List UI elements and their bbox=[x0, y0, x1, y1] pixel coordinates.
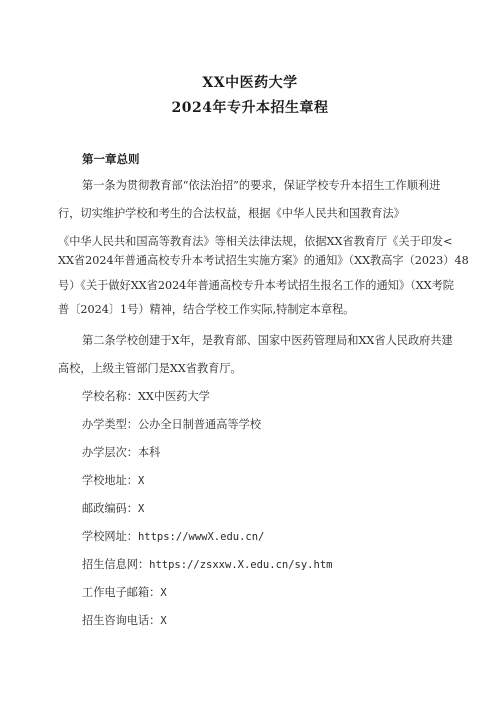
article1-line-6: 普〔2024〕1号）精神，结合学校工作实际,特制定本章程。 bbox=[58, 303, 355, 316]
info-postcode-value: X bbox=[137, 503, 145, 515]
info-admission-site-label: 招生信息网： bbox=[82, 558, 150, 571]
info-email-value: X bbox=[160, 587, 167, 599]
info-phone bbox=[82, 614, 167, 628]
article2-line-2: 高校，上级主管部门是XX省教育厅。 bbox=[58, 362, 242, 375]
info-school-level bbox=[82, 446, 160, 460]
document-title-charter: 2024年专升本招生章程 bbox=[171, 100, 329, 116]
article1-line-1: 第一条为贯彻教育部“依法治招”的要求，保证学校专升本招生工作顺利进 bbox=[82, 179, 441, 192]
info-phone-value: X bbox=[160, 615, 167, 627]
article1-line-2: 行，切实维护学校和考生的合法权益，根据《中华人民共和国教育法》 bbox=[58, 207, 405, 220]
info-email-label: 工作电子邮箱： bbox=[82, 586, 161, 599]
article1-line-5: 号）《关于做好XX省2024年普通高校专升本考试招生报名工作的通知》（XX考院 bbox=[58, 279, 454, 292]
info-website-value: https://wwwX.edu.cn/ bbox=[137, 531, 265, 543]
info-school-name bbox=[82, 390, 210, 404]
info-admission-site-value: https://zsxxw.X.edu.cn/sy.htm bbox=[149, 559, 333, 571]
info-school-level-value: 本科 bbox=[137, 446, 161, 459]
info-website bbox=[82, 530, 264, 544]
info-email bbox=[82, 586, 167, 600]
info-school-name-value: XX中医药大学 bbox=[137, 390, 210, 403]
info-school-type bbox=[82, 418, 261, 432]
info-school-type-label: 办学类型： bbox=[82, 418, 138, 431]
info-postcode-label: 邮政编码： bbox=[82, 502, 138, 515]
info-website-label: 学校网址： bbox=[82, 530, 138, 543]
info-school-level-label: 办学层次： bbox=[82, 446, 138, 459]
info-school-address bbox=[82, 474, 144, 488]
info-school-name-label: 学校名称： bbox=[82, 390, 138, 403]
article2-line-1: 第二条学校创建于X年，是教育部、国家中医药管理局和XX省人民政府共建 bbox=[82, 334, 453, 347]
info-admission-site bbox=[82, 558, 332, 572]
info-school-type-value: 公办全日制普通高等学校 bbox=[137, 418, 262, 431]
chapter-heading: 第一章总则 bbox=[82, 152, 140, 166]
info-school-address-value: X bbox=[137, 475, 145, 487]
info-phone-label: 招生咨询电话： bbox=[82, 614, 161, 627]
document-title-school: XX中医药大学 bbox=[202, 75, 298, 91]
info-postcode bbox=[82, 502, 144, 516]
article1-line-3: 《中华人民共和国高等教育法》等相关法律法规，依据XX省教育厅《关于印发< bbox=[58, 235, 453, 248]
article1-line-4: XX省2024年普通高校专升本考试招生实施方案》的通知》（XX教高字（2023）48 bbox=[58, 254, 469, 267]
info-school-address-label: 学校地址： bbox=[82, 474, 138, 487]
